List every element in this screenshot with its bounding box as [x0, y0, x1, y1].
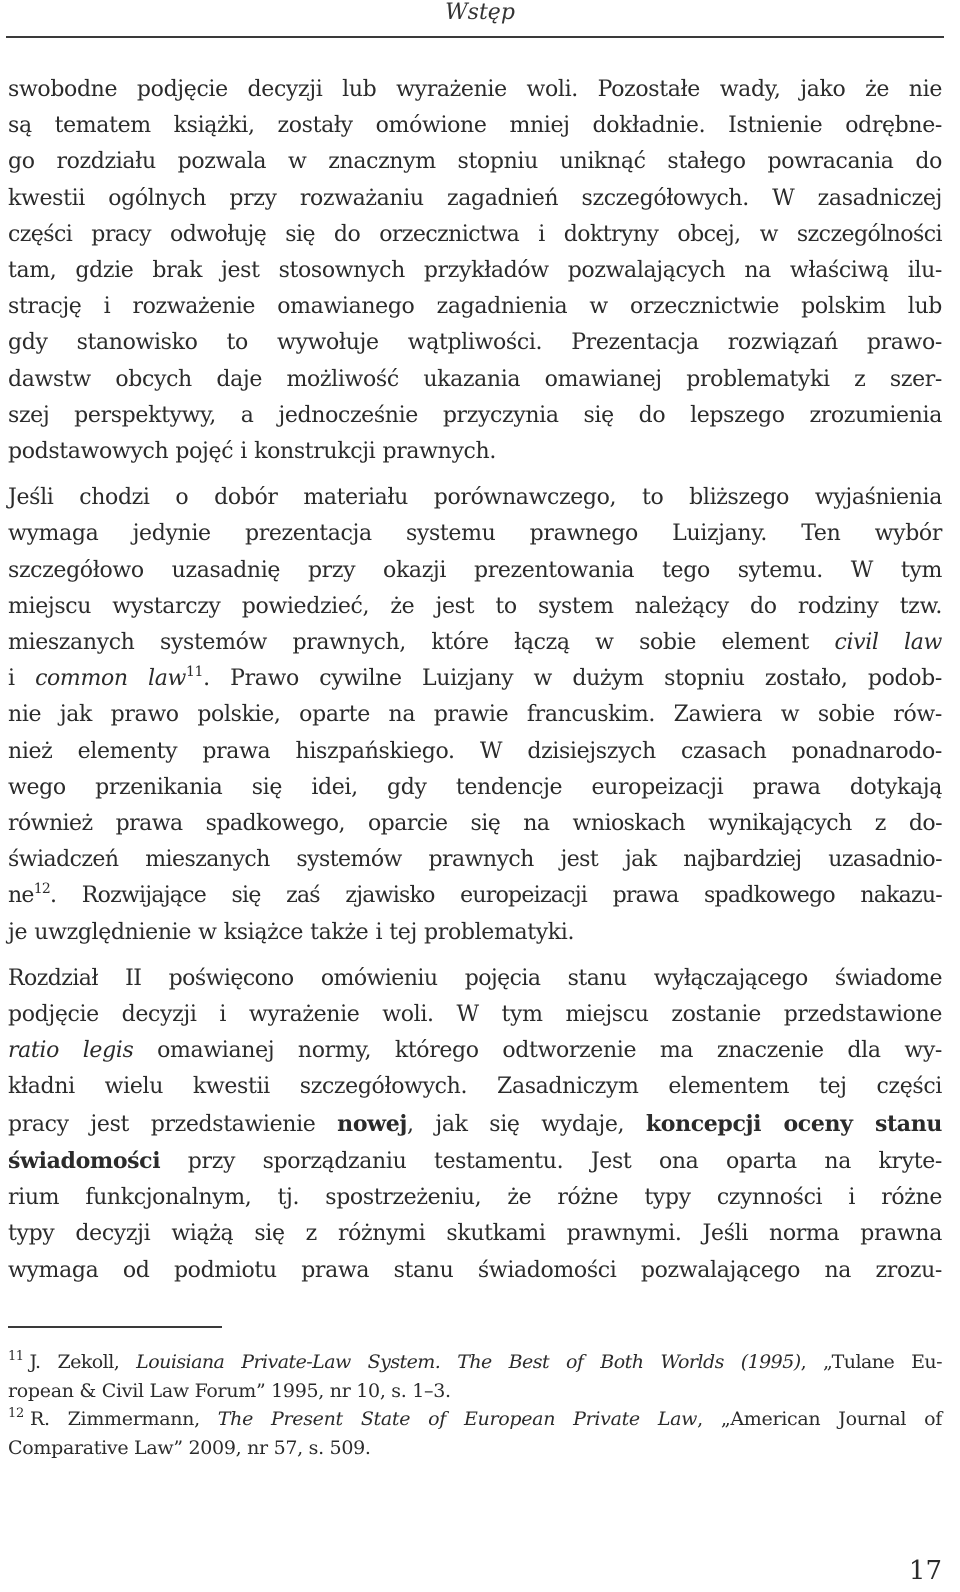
term-civil-law: civil law: [834, 630, 942, 656]
text-line: Rozdział II poświęcono omówieniu pojęcia stanu wyłączającego świadome: [8, 965, 942, 991]
text-run: pracy jest przedstawienie: [8, 1111, 338, 1137]
emphasis-concept: koncepcji oceny stanu: [645, 1110, 943, 1137]
text-line: nież elementy prawa hiszpańskiego. W dzisiejszych czasach ponadnarodo-: [8, 738, 942, 764]
footnote-ref-12[interactable]: 12: [33, 881, 51, 898]
footnote-line: Comparative Law” 2009, nr 57, s. 509.: [8, 1436, 371, 1459]
text-line: dawstw obcych daje możliwość ukazania omawianej problematyki z szer-: [8, 366, 942, 392]
text-line: wymaga jedynie prezentacja systemu prawnego Luizjany. Ten wybór: [8, 521, 942, 547]
text-line: [8, 625, 942, 661]
paragraph-2: [8, 480, 942, 951]
text-line: są tematem książki, zostały omówione mniej dokładnie. Istnienie odrębne-: [8, 113, 942, 139]
text-line: tam, gdzie brak jest stosownych przykładów pozwalających na właściwą ilu-: [8, 258, 942, 284]
paragraph-3: [8, 961, 942, 1289]
footnote-ref-11[interactable]: 11: [185, 664, 204, 681]
text-line: typy decyzji wiążą się z różnymi skutkami prawnymi. Jeśli norma prawna: [8, 1221, 942, 1247]
text-line: go rozdziału pozwala w znacznym stopniu uniknąć stałego powracania do: [8, 149, 942, 175]
emphasis-awareness: świadomości: [8, 1147, 161, 1174]
text-line: [8, 1143, 942, 1180]
footnote-line: ropean & Civil Law Forum” 1995, nr 10, s. 1–3.: [8, 1379, 451, 1402]
text-line: miejscu wystarczy powiedzieć, że jest to system należący do rodziny tzw.: [8, 593, 942, 619]
text-line: rium funkcjonalnym, tj. spostrzeżeniu, że różne typy czynności i różne: [8, 1185, 942, 1211]
text-run: przy sporządzaniu testamentu. Jest ona oparta na kryte-: [160, 1148, 942, 1174]
header-rule: [6, 36, 944, 38]
text-line: [8, 1106, 942, 1143]
footnote-rule: [8, 1326, 222, 1328]
footnote-source: , „Tulane Eu-: [800, 1351, 942, 1373]
running-title: Wstęp: [445, 0, 515, 25]
text-line: części pracy odwołuję się do orzecznictwa i doktryny obcej, w szczególności: [8, 221, 942, 247]
text-line: strację i rozważenie omawianego zagadnienia w orzecznictwie polskim lub: [8, 294, 942, 320]
term-common-law: common law: [35, 666, 186, 692]
text-line: wymaga od podmiotu prawa stanu świadomości pozwalającego na zrozu-: [8, 1257, 942, 1283]
text-line: wego przenikania się idei, gdy tendencje europeizacji prawa dotykają: [8, 774, 942, 800]
emphasis-new: nowej: [337, 1110, 407, 1137]
text-line: [8, 1033, 942, 1069]
text-run: . Rozwijające się zaś zjawisko europeizacji prawa spadkowego nakazu-: [50, 883, 942, 909]
paragraph-1: [8, 72, 942, 470]
text-run: mieszanych systemów prawnych, które łączą w sobie element: [8, 630, 835, 656]
text-run: . Prawo cywilne Luizjany w dużym stopniu zostało, podob-: [203, 666, 942, 692]
text-line: również prawa spadkowego, oparcie się na wnioskach wynikających z do-: [8, 811, 942, 837]
text-run: , jak się wydaje,: [407, 1111, 646, 1137]
text-line: szej perspektywy, a jednocześnie przyczynia się do lepszego zrozumienia: [8, 402, 942, 428]
footnote-author: J. Zekoll,: [29, 1351, 137, 1373]
text-run: ne: [8, 883, 34, 909]
text-line: [8, 878, 942, 914]
text-line: podjęcie decyzji i wyrażenie woli. W tym miejscu zostanie przedstawione: [8, 1002, 942, 1028]
footnote-11: [8, 1348, 942, 1405]
text-line: kładni wielu kwestii szczegółowych. Zasadniczym elementem tej części: [8, 1074, 942, 1100]
text-run: omawianej normy, którego odtworzenie ma znaczenie dla wy-: [133, 1038, 942, 1064]
text-run: i: [8, 666, 36, 692]
footnotes: [8, 1348, 942, 1462]
footnote-author: R. Zimmermann,: [29, 1408, 218, 1430]
footnote-12: [8, 1405, 942, 1462]
text-line: nie jak prawo polskie, oparte na prawie francuskim. Zawiera w sobie rów-: [8, 702, 942, 728]
footnote-line: [8, 1348, 942, 1377]
page-number: 17: [908, 1556, 942, 1586]
footnote-title: Louisiana Private-Law System. The Best of Both Worlds (1995): [136, 1351, 801, 1373]
text-line: je uwzględnienie w książce także i tej problematyki.: [8, 919, 575, 945]
text-line: kwestii ogólnych przy rozważaniu zagadnień szczegółowych. W zasadniczej: [8, 185, 942, 211]
text-line: [8, 661, 942, 697]
text-line: świadczeń mieszanych systemów prawnych jest jak najbardziej uzasadnio-: [8, 847, 942, 873]
footnote-line: [8, 1405, 942, 1434]
footnote-number: 11: [8, 1349, 24, 1364]
text-line: podstawowych pojęć i konstrukcji prawnych.: [8, 439, 496, 465]
text-line: swobodne podjęcie decyzji lub wyrażenie woli. Pozostałe wady, jako że nie: [8, 77, 942, 102]
text-line: szczegółowo uzasadnię przy okazji prezentowania tego sytemu. W tym: [8, 557, 942, 583]
text-line: Jeśli chodzi o dobór materiału porównawczego, to bliższego wyjaśnienia: [8, 485, 942, 511]
footnote-source: , „American Journal of: [697, 1408, 942, 1430]
term-ratio-legis: ratio legis: [8, 1038, 134, 1064]
footnote-number: 12: [8, 1406, 24, 1421]
footnote-title: The Present State of European Private Law: [217, 1408, 698, 1430]
text-line: gdy stanowisko to wywołuje wątpliwości. Prezentacja rozwiązań prawo-: [8, 330, 942, 356]
body-text: [8, 72, 942, 1289]
